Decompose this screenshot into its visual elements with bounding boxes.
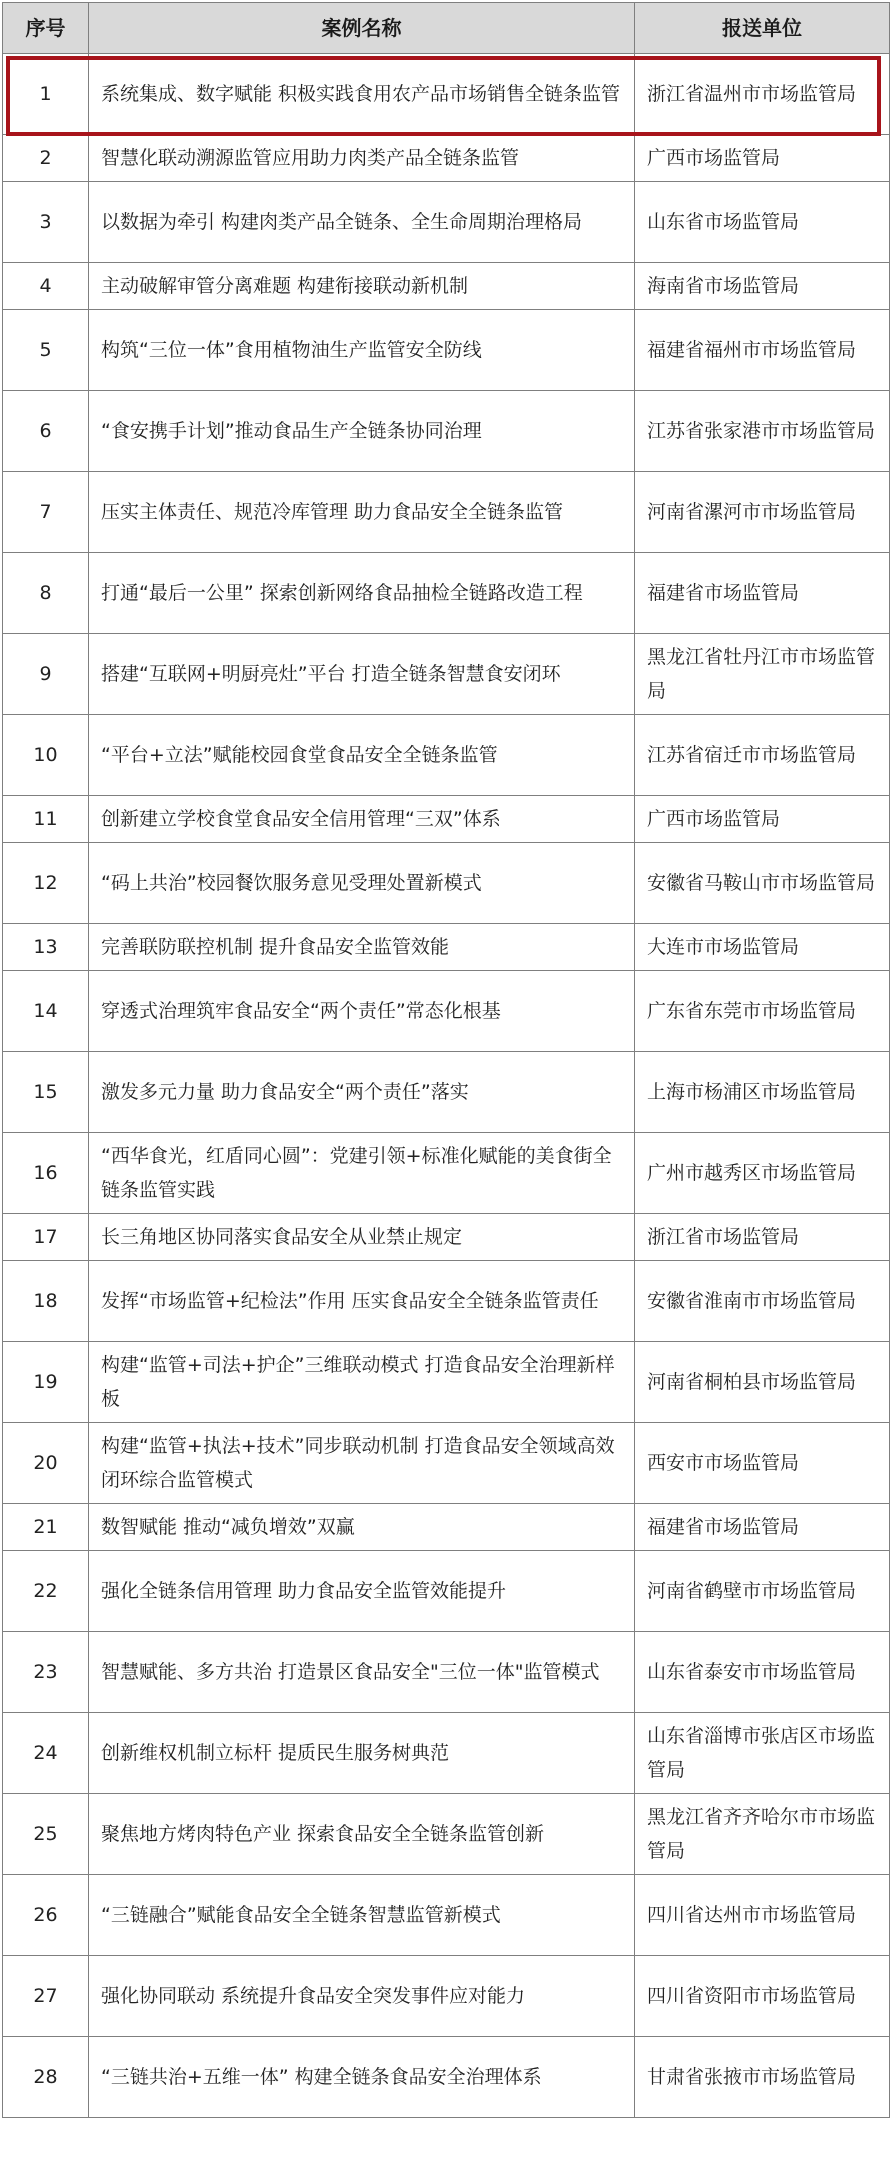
header-reporting-unit: 报送单位 bbox=[635, 3, 890, 54]
table-row bbox=[3, 310, 890, 391]
row-number: 23 bbox=[3, 1632, 89, 1713]
case-name: 构建“监管+司法+护企”三维联动模式 打造食品安全治理新样板 bbox=[89, 1342, 635, 1423]
case-name: 长三角地区协同落实食品安全从业禁止规定 bbox=[89, 1214, 635, 1261]
table-row bbox=[3, 135, 890, 182]
table-row bbox=[3, 1632, 890, 1713]
header-case-name: 案例名称 bbox=[89, 3, 635, 54]
case-name: 压实主体责任、规范冷库管理 助力食品安全全链条监管 bbox=[89, 472, 635, 553]
reporting-unit: 福建省福州市市场监管局 bbox=[635, 310, 890, 391]
row-number: 10 bbox=[3, 715, 89, 796]
table-row bbox=[3, 1713, 890, 1794]
reporting-unit: 山东省淄博市张店区市场监管局 bbox=[635, 1713, 890, 1794]
row-number: 15 bbox=[3, 1052, 89, 1133]
table-row bbox=[3, 1794, 890, 1875]
case-name: “平台+立法”赋能校园食堂食品安全全链条监管 bbox=[89, 715, 635, 796]
case-name: 发挥“市场监管+纪检法”作用 压实食品安全全链条监管责任 bbox=[89, 1261, 635, 1342]
row-number: 21 bbox=[3, 1504, 89, 1551]
case-name: 创新建立学校食堂食品安全信用管理“三双”体系 bbox=[89, 796, 635, 843]
table-row bbox=[3, 1342, 890, 1423]
reporting-unit: 上海市杨浦区市场监管局 bbox=[635, 1052, 890, 1133]
case-name: 系统集成、数字赋能 积极实践食用农产品市场销售全链条监管 bbox=[89, 54, 635, 135]
case-name: “码上共治”校园餐饮服务意见受理处置新模式 bbox=[89, 843, 635, 924]
table-row bbox=[3, 1875, 890, 1956]
reporting-unit: 河南省鹤壁市市场监管局 bbox=[635, 1551, 890, 1632]
case-name: “食安携手计划”推动食品生产全链条协同治理 bbox=[89, 391, 635, 472]
table-row bbox=[3, 843, 890, 924]
row-number: 12 bbox=[3, 843, 89, 924]
table-row bbox=[3, 553, 890, 634]
table-row bbox=[3, 1133, 890, 1214]
table-row bbox=[3, 924, 890, 971]
reporting-unit: 浙江省温州市市场监管局 bbox=[635, 54, 890, 135]
row-number: 26 bbox=[3, 1875, 89, 1956]
row-number: 16 bbox=[3, 1133, 89, 1214]
reporting-unit: 海南省市场监管局 bbox=[635, 263, 890, 310]
reporting-unit: 河南省漯河市市场监管局 bbox=[635, 472, 890, 553]
table-row bbox=[3, 1551, 890, 1632]
case-name: 创新维权机制立标杆 提质民生服务树典范 bbox=[89, 1713, 635, 1794]
reporting-unit: 黑龙江省齐齐哈尔市市场监管局 bbox=[635, 1794, 890, 1875]
row-number: 13 bbox=[3, 924, 89, 971]
case-name: 搭建“互联网+明厨亮灶”平台 打造全链条智慧食安闭环 bbox=[89, 634, 635, 715]
table-row bbox=[3, 2037, 890, 2118]
reporting-unit: 广西市场监管局 bbox=[635, 135, 890, 182]
row-number: 22 bbox=[3, 1551, 89, 1632]
reporting-unit: 福建省市场监管局 bbox=[635, 553, 890, 634]
reporting-unit: 西安市市场监管局 bbox=[635, 1423, 890, 1504]
reporting-unit: 甘肃省张掖市市场监管局 bbox=[635, 2037, 890, 2118]
case-name: 强化全链条信用管理 助力食品安全监管效能提升 bbox=[89, 1551, 635, 1632]
case-name: 完善联防联控机制 提升食品安全监管效能 bbox=[89, 924, 635, 971]
table-row bbox=[3, 182, 890, 263]
row-number: 19 bbox=[3, 1342, 89, 1423]
reporting-unit: 江苏省宿迁市市场监管局 bbox=[635, 715, 890, 796]
case-name: 聚焦地方烤肉特色产业 探索食品安全全链条监管创新 bbox=[89, 1794, 635, 1875]
case-name: “三链共治+五维一体” 构建全链条食品安全治理体系 bbox=[89, 2037, 635, 2118]
case-name: 强化协同联动 系统提升食品安全突发事件应对能力 bbox=[89, 1956, 635, 2037]
case-name: 智慧化联动溯源监管应用助力肉类产品全链条监管 bbox=[89, 135, 635, 182]
table-row bbox=[3, 263, 890, 310]
row-number: 5 bbox=[3, 310, 89, 391]
reporting-unit: 江苏省张家港市市场监管局 bbox=[635, 391, 890, 472]
row-number: 14 bbox=[3, 971, 89, 1052]
reporting-unit: 广东省东莞市市场监管局 bbox=[635, 971, 890, 1052]
case-name: 激发多元力量 助力食品安全“两个责任”落实 bbox=[89, 1052, 635, 1133]
table-row bbox=[3, 971, 890, 1052]
header-number: 序号 bbox=[3, 3, 89, 54]
table-row bbox=[3, 391, 890, 472]
reporting-unit: 河南省桐柏县市场监管局 bbox=[635, 1342, 890, 1423]
reporting-unit: 大连市市场监管局 bbox=[635, 924, 890, 971]
reporting-unit: 福建省市场监管局 bbox=[635, 1504, 890, 1551]
row-number: 7 bbox=[3, 472, 89, 553]
reporting-unit: 安徽省马鞍山市市场监管局 bbox=[635, 843, 890, 924]
table-row bbox=[3, 1423, 890, 1504]
case-name: 数智赋能 推动“减负增效”双赢 bbox=[89, 1504, 635, 1551]
row-number: 9 bbox=[3, 634, 89, 715]
table-row bbox=[3, 1504, 890, 1551]
table-row bbox=[3, 1956, 890, 2037]
reporting-unit: 黑龙江省牡丹江市市场监管局 bbox=[635, 634, 890, 715]
row-number: 6 bbox=[3, 391, 89, 472]
row-number: 8 bbox=[3, 553, 89, 634]
row-number: 2 bbox=[3, 135, 89, 182]
table-row bbox=[3, 715, 890, 796]
reporting-unit: 广州市越秀区市场监管局 bbox=[635, 1133, 890, 1214]
case-name: 主动破解审管分离难题 构建衔接联动新机制 bbox=[89, 263, 635, 310]
case-table bbox=[2, 2, 890, 2118]
reporting-unit: 四川省达州市市场监管局 bbox=[635, 1875, 890, 1956]
case-name: “西华食光，红盾同心圆”：党建引领+标准化赋能的美食街全链条监管实践 bbox=[89, 1133, 635, 1214]
case-name: 打通“最后一公里” 探索创新网络食品抽检全链路改造工程 bbox=[89, 553, 635, 634]
case-name: 构建“监管+执法+技术”同步联动机制 打造食品安全领域高效闭环综合监管模式 bbox=[89, 1423, 635, 1504]
row-number: 24 bbox=[3, 1713, 89, 1794]
row-number: 25 bbox=[3, 1794, 89, 1875]
table-header-row bbox=[3, 3, 890, 54]
row-number: 27 bbox=[3, 1956, 89, 2037]
table-row bbox=[3, 796, 890, 843]
row-number: 4 bbox=[3, 263, 89, 310]
table-row bbox=[3, 472, 890, 553]
reporting-unit: 广西市场监管局 bbox=[635, 796, 890, 843]
row-number: 11 bbox=[3, 796, 89, 843]
case-name: 以数据为牵引 构建肉类产品全链条、全生命周期治理格局 bbox=[89, 182, 635, 263]
reporting-unit: 山东省市场监管局 bbox=[635, 182, 890, 263]
table-row bbox=[3, 1052, 890, 1133]
row-number: 28 bbox=[3, 2037, 89, 2118]
case-name: 构筑“三位一体”食用植物油生产监管安全防线 bbox=[89, 310, 635, 391]
case-name: “三链融合”赋能食品安全全链条智慧监管新模式 bbox=[89, 1875, 635, 1956]
reporting-unit: 山东省泰安市市场监管局 bbox=[635, 1632, 890, 1713]
row-number: 3 bbox=[3, 182, 89, 263]
table-row bbox=[3, 634, 890, 715]
table-row bbox=[3, 1261, 890, 1342]
case-name: 穿透式治理筑牢食品安全“两个责任”常态化根基 bbox=[89, 971, 635, 1052]
case-name: 智慧赋能、多方共治 打造景区食品安全"三位一体"监管模式 bbox=[89, 1632, 635, 1713]
reporting-unit: 四川省资阳市市场监管局 bbox=[635, 1956, 890, 2037]
row-number: 18 bbox=[3, 1261, 89, 1342]
reporting-unit: 安徽省淮南市市场监管局 bbox=[635, 1261, 890, 1342]
table-row bbox=[3, 54, 890, 135]
row-number: 20 bbox=[3, 1423, 89, 1504]
table-body bbox=[3, 54, 890, 2118]
table-row bbox=[3, 1214, 890, 1261]
reporting-unit: 浙江省市场监管局 bbox=[635, 1214, 890, 1261]
row-number: 17 bbox=[3, 1214, 89, 1261]
row-number: 1 bbox=[3, 54, 89, 135]
